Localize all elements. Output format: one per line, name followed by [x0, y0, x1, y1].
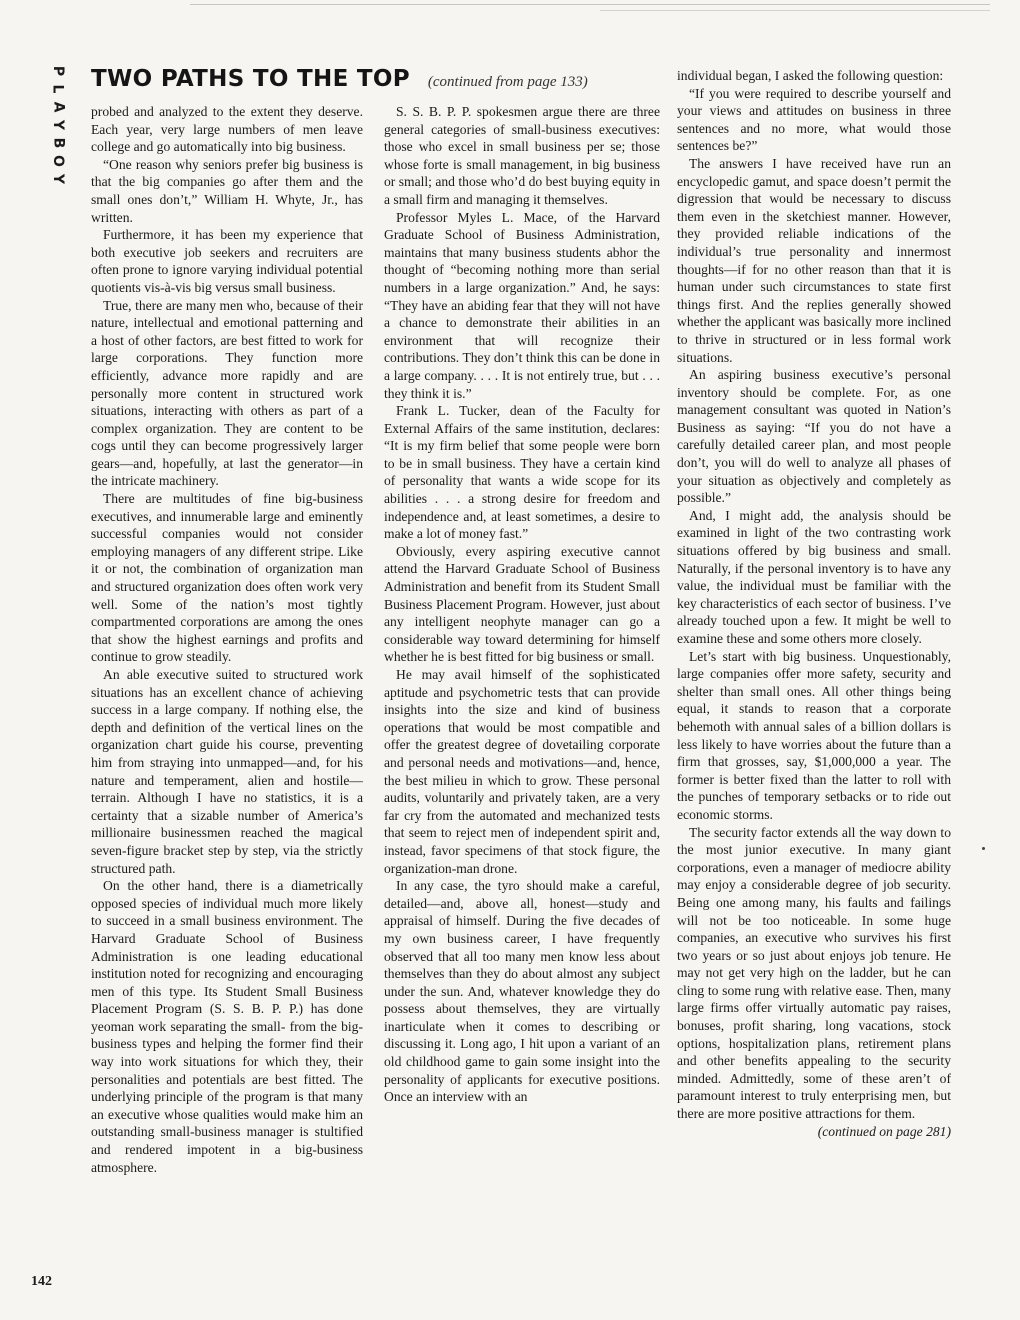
text-column-3: [677, 67, 951, 1287]
spine-letter: B: [49, 137, 66, 149]
paragraph: An able executive suited to structured work situations has an excellent chance of achieving success in a large company. If nothing else, the depth and definition of the vertical lines on the organization chart guide his course, preventing him from straying into unmapped—and, for his nature and temperament, alien and hostile—terrain. Although I have no statistics, it is a certainty that a sizable number of America’s millionaire businessmen reached the magical seven-figure bracket step by step, via the strictly structured path.: [91, 667, 363, 876]
top-rule: [190, 4, 990, 5]
spine-letter: Y: [49, 119, 66, 131]
paragraph: He may avail himself of the sophisticated aptitude and psychometric tests that can provide insights into the size and kind of business operations that would be most compatible and offer the greatest degree of dovetailing corporate and personal needs and motivations—and, hence, the best milieu in which to grow. These personal audits, voluntarily and privately taken, are a very far cry from the automated and mechanized tests that seem to reject men of independent spirit and, instead, favor specimens of that stock figure, the organization-man drone.: [384, 667, 660, 876]
magazine-spine-logo: [49, 62, 66, 188]
spine-letter: Y: [49, 173, 66, 185]
paragraph: An aspiring business executive’s personal inventory should be complete. For, as one management consultant was quoted in Nation’s Business as saying: “If you do not have a carefully detailed career plan, and most people don’t, you will do well to analyze all phases of your situation as objectively and completely as possible.”: [677, 367, 951, 506]
article-title: TWO PATHS TO THE TOP: [91, 66, 410, 92]
paragraph: The security factor extends all the way down to the most junior executive. In many giant corporations, even a manager of mediocre ability may enjoy a considerable degree of job security. Being one among many, his faults and failings will not be too noticeable. In some huge companies, an executive who survives his first two years or so just about enjoys job tenure. He may not get very high on the ladder, but he can cling to some rung with relative ease. Then, many large firms offer virtually automatic pay raises, bonuses, profit sharing, long vacations, stock options, hospitalization plans, retirement plans and other benefits appealing to the security minded. Admittedly, some of these aren’t of paramount interest to truly enterprising men, but there are more positive attractions for them.: [677, 824, 951, 1122]
paragraph: There are multitudes of fine big-business executives, and innumerable large and eminently successful companies would not consider employing managers of any different stripe. Like it or not, the combination of organization man and structured organization does often work very well. Some of the nation’s most tightly compartmented corporations are among the ones that show the highest earnings and profits and continue to grow steadily.: [91, 491, 363, 665]
paragraph: The answers I have received have run an encyclopedic gamut, and space doesn’t permit the digression that would be necessary to discuss them even in the sketchiest manner. However, they provided reliable indications of the individual’s true personality and innermost thoughts—if for no other reason than that it is human under such circumstances to state first things first. And the replies generally showed whether the applicant was basically more inclined to thrive in structured or in less formal work situations.: [677, 155, 951, 365]
spine-letter: A: [49, 101, 66, 113]
paragraph: Furthermore, it has been my experience that both executive job seekers and recruiters are often prone to ignore varying individual potential quotients vis-à-vis big versus small business.: [91, 227, 363, 295]
paragraph: True, there are many men who, because of their nature, intellectual and emotional patterning and a host of other factors, are best fitted to work for large corporations. They function more efficiently, advance more rapidly and are personally more content in structured work situations, interacting with others as part of a complex organization. They are content to be cogs until they can become progressively larger gears—and, hopefully, at last the generator—in the intricate machinery.: [91, 297, 363, 489]
margin-mark: [982, 847, 985, 850]
paragraph: Frank L. Tucker, dean of the Faculty for External Affairs of the same institution, declares: “It is my firm belief that some people were born to be in small business. They have a certain kind of personality that wants a wide scope for its abilities . . . a strong desire for freedom and independence and, at least sometimes, a desire to make a lot of money fast.”: [384, 403, 660, 542]
text-column-1: [91, 103, 363, 1285]
top-rule-secondary: [600, 10, 990, 11]
text-column-2: [384, 103, 660, 1285]
article-header: [91, 66, 588, 92]
paragraph: Obviously, every aspiring executive cannot attend the Harvard Graduate School of Business Administration and benefit from its Student Small Business Placement Program. However, just about any intelligent neophyte manager can go a considerable way toward determining for himself whether he is best fitted for big business or small.: [384, 543, 660, 665]
paragraph: On the other hand, there is a diametrically opposed species of individual much more likely to succeed in a small business environment. The Harvard Graduate School of Business Administration is one leading educational institution noted for recognizing and encouraging men of this type. Its Student Small Business Placement Program (S. S. B. P. P.) has done yeoman work separating the small- from the big-business types and helping the former find their way into work situations for which they, their personalities and potentials are best fitted. The underlying principle of the program is that many an executive whose qualities would make him an outstanding small-business manager is stultified and rendered impotent in a big-business atmosphere.: [91, 878, 363, 1175]
paragraph: Professor Myles L. Mace, of the Harvard Graduate School of Business Administration, maintains that many business students abhor the thought of “becoming nothing more than serial numbers in a large organization.” And, he says: “They have an abiding fear that they will not have a chance to demonstrate their abilities in an environment that will recognize their contributions. They don’t think this can be done in a large company. . . . It is not entirely true, but . . . they think it is.”: [384, 209, 660, 401]
paragraph: individual began, I asked the following question:: [677, 68, 944, 83]
spine-letter: O: [49, 155, 66, 167]
paragraph: probed and analyzed to the extent they deserve. Each year, very large numbers of men leave college and go automatically into big business.: [91, 104, 363, 155]
paragraph: And, I might add, the analysis should be examined in light of the two contrasting work situations offered by big business and small. Naturally, if the personal inventory is to have any value, the individual must be familiar with the key characteristics of each sector of business. I’ve already touched upon a few. It might be well to examine these and some others more closely.: [677, 507, 951, 646]
continued-on-note: (continued on page 281): [817, 1123, 951, 1139]
paragraph: In any case, the tyro should make a careful, detailed—and, above all, honest—study and appraisal of himself. During the five decades of my own business career, I have frequently observed that all too many men know less about themselves than they do about almost any subject under the sun. And, whatever knowledge they do possess about themselves, they are virtually inarticulate when it comes to describing or discussing it. Long ago, I hit upon a variant of an old childhood game to gain some insight into the personality of applicants for executive positions. Once an interview with an: [384, 878, 660, 1105]
paragraph: “One reason why seniors prefer big business is that the big companies go after them and the small ones don’t,” William H. Whyte, Jr., has written.: [91, 156, 363, 225]
spine-letter: P: [49, 65, 66, 77]
paragraph: “If you were required to describe yourself and your views and attitudes on business in three sentences and no more, what would those sentences be?”: [677, 85, 951, 154]
page-number: 142: [31, 1274, 52, 1289]
paragraph: S. S. B. P. P. spokesmen argue there are three general categories of small-business executives: those who excel in small business per se; those whose forte is small management, in big business or small; and those who’d do best buying equity in a small firm and managing it themselves.: [384, 104, 660, 207]
paragraph: Let’s start with big business. Unquestionably, large companies offer more safety, security and shelter than small ones. All other things being equal, it stands to reason that a corporate behemoth with annual sales of a billion dollars is less likely to have worries about the future than a firm that grosses, say, $1,000,000 a year. The former is better fixed than the latter to roll with the punches of temporary setbacks or to ride out economic storms.: [677, 648, 951, 822]
continued-from-note: (continued from page 133): [427, 74, 588, 90]
spine-letter: L: [49, 84, 66, 94]
